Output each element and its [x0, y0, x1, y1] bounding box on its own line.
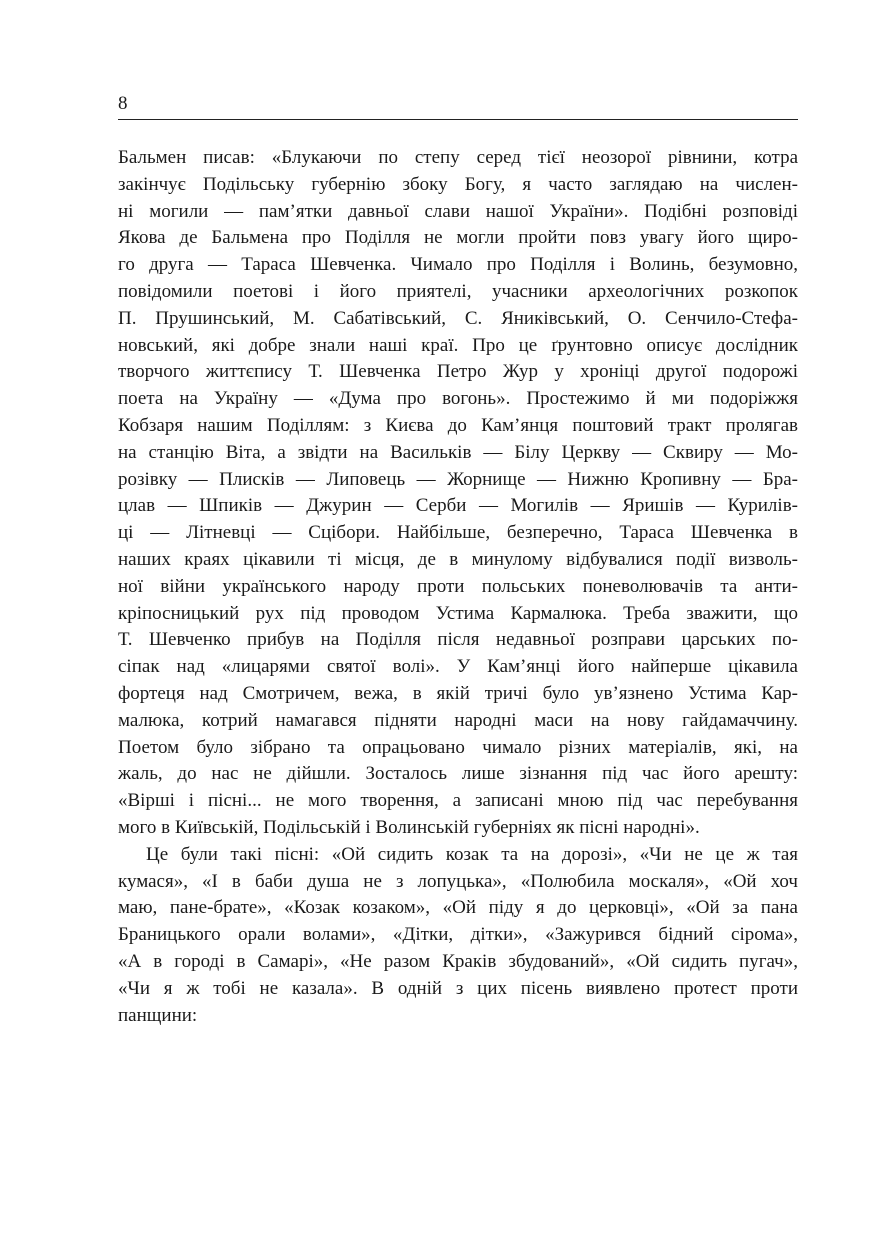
text-line: кумася», «І в баби душа не з лопуцька», «Полюбила москаля», «Ой хоч [118, 870, 798, 892]
paragraph-2 [118, 842, 798, 1030]
text-line: «Вірші і пісні... не мого творення, а записані мною під час перебування [118, 790, 798, 812]
text-line: маю, пане-брате», «Козак козаком», «Ой піду я до церковці», «Ой за пана [118, 897, 798, 919]
text-line: Якова де Бальмена про Поділля не могли пройти повз увагу його щиро- [118, 227, 798, 249]
page-number: 8 [118, 93, 128, 114]
text-line: новський, які добре знали наші краї. Про це ґрунтовно описує дослідник [118, 334, 798, 356]
text-line: творчого життєпису Т. Шевченка Петро Жур у хроніці другої подорожі [118, 361, 798, 383]
text-line: Поетом було зібрано та опрацьовано чимало різних матеріалів, які, на [118, 736, 798, 758]
text-line: розівку — Плисків — Липовець — Жорнище — Нижню Кропивну — Бра- [118, 468, 798, 490]
text-line: на станцію Віта, а звідти на Васильків — Білу Церкву — Сквиру — Мо- [118, 441, 798, 463]
text-line: Кобзаря нашим Поділлям: з Києва до Кам’янця поштовий тракт пролягав [118, 414, 798, 436]
text-line: П. Прушинський, М. Сабатівський, С. Яниківський, О. Сенчило-Стефа- [118, 307, 798, 329]
text-line: сіпак над «лицарями святої волі». У Кам’янці його найперше цікавила [118, 656, 798, 678]
text-line: Бальмен писав: «Блукаючи по степу серед тієї неозорої рівнини, котра [118, 147, 798, 168]
text-line: ної війни українського народу проти польських поневолювачів та анти- [118, 575, 798, 597]
text-line: малюка, котрий намагався підняти народні маси на нову гайдамаччину. [118, 709, 798, 731]
text-line: поета на Україну — «Дума про вогонь». Простежимо й ми подоріжжя [118, 388, 798, 410]
text-line: повідомили поетові і його приятелі, учасники археологічних розкопок [118, 280, 798, 302]
text-line: ці — Літневці — Сцібори. Найбільше, безперечно, Тараса Шевченка в [118, 522, 798, 544]
paragraph-1 [118, 145, 798, 842]
text-line: закінчує Подільську губернію збоку Богу, я часто заглядаю на числен- [118, 173, 798, 195]
text-line: жаль, до нас не дійшли. Зосталось лише зізнання під час його арешту: [118, 763, 798, 785]
text-line: ні могили — пам’ятки давньої слави нашої України». Подібні розповіді [118, 200, 798, 222]
text-line: мого в Київській, Подільській і Волинській губерніях як пісні народні». [118, 816, 700, 838]
body-text [118, 145, 798, 1029]
text-line: го друга — Тараса Шевченка. Чимало про Поділля і Волинь, безумовно, [118, 254, 798, 276]
text-line: кріпосницький рух під проводом Устима Кармалюка. Треба зважити, що [118, 602, 798, 624]
text-line: панщини: [118, 1004, 198, 1026]
text-line: Це були такі пісні: «Ой сидить козак та на дорозі», «Чи не це ж тая [146, 843, 798, 865]
text-line: цлав — Шпиків — Джурин — Серби — Могилів — Яришів — Курилів- [118, 495, 798, 517]
header-rule [118, 119, 798, 120]
text-line: фортеця над Смотричем, вежа, в якій тричі було ув’язнено Устима Кар- [118, 682, 798, 704]
text-line: Т. Шевченко прибув на Поділля після недавньої розправи царських по- [118, 629, 798, 651]
text-line: Браницького орали волами», «Дітки, дітки», «Зажурився бідний сірома», [118, 924, 798, 946]
text-line: «А в городі в Самарі», «Не разом Краків збудований», «Ой сидить пугач», [118, 950, 798, 972]
text-line: наших краях цікавили ті місця, де в минулому відбувалися події визволь- [118, 548, 798, 570]
text-line: «Чи я ж тобі не казала». В одній з цих пісень виявлено протест проти [118, 977, 798, 999]
